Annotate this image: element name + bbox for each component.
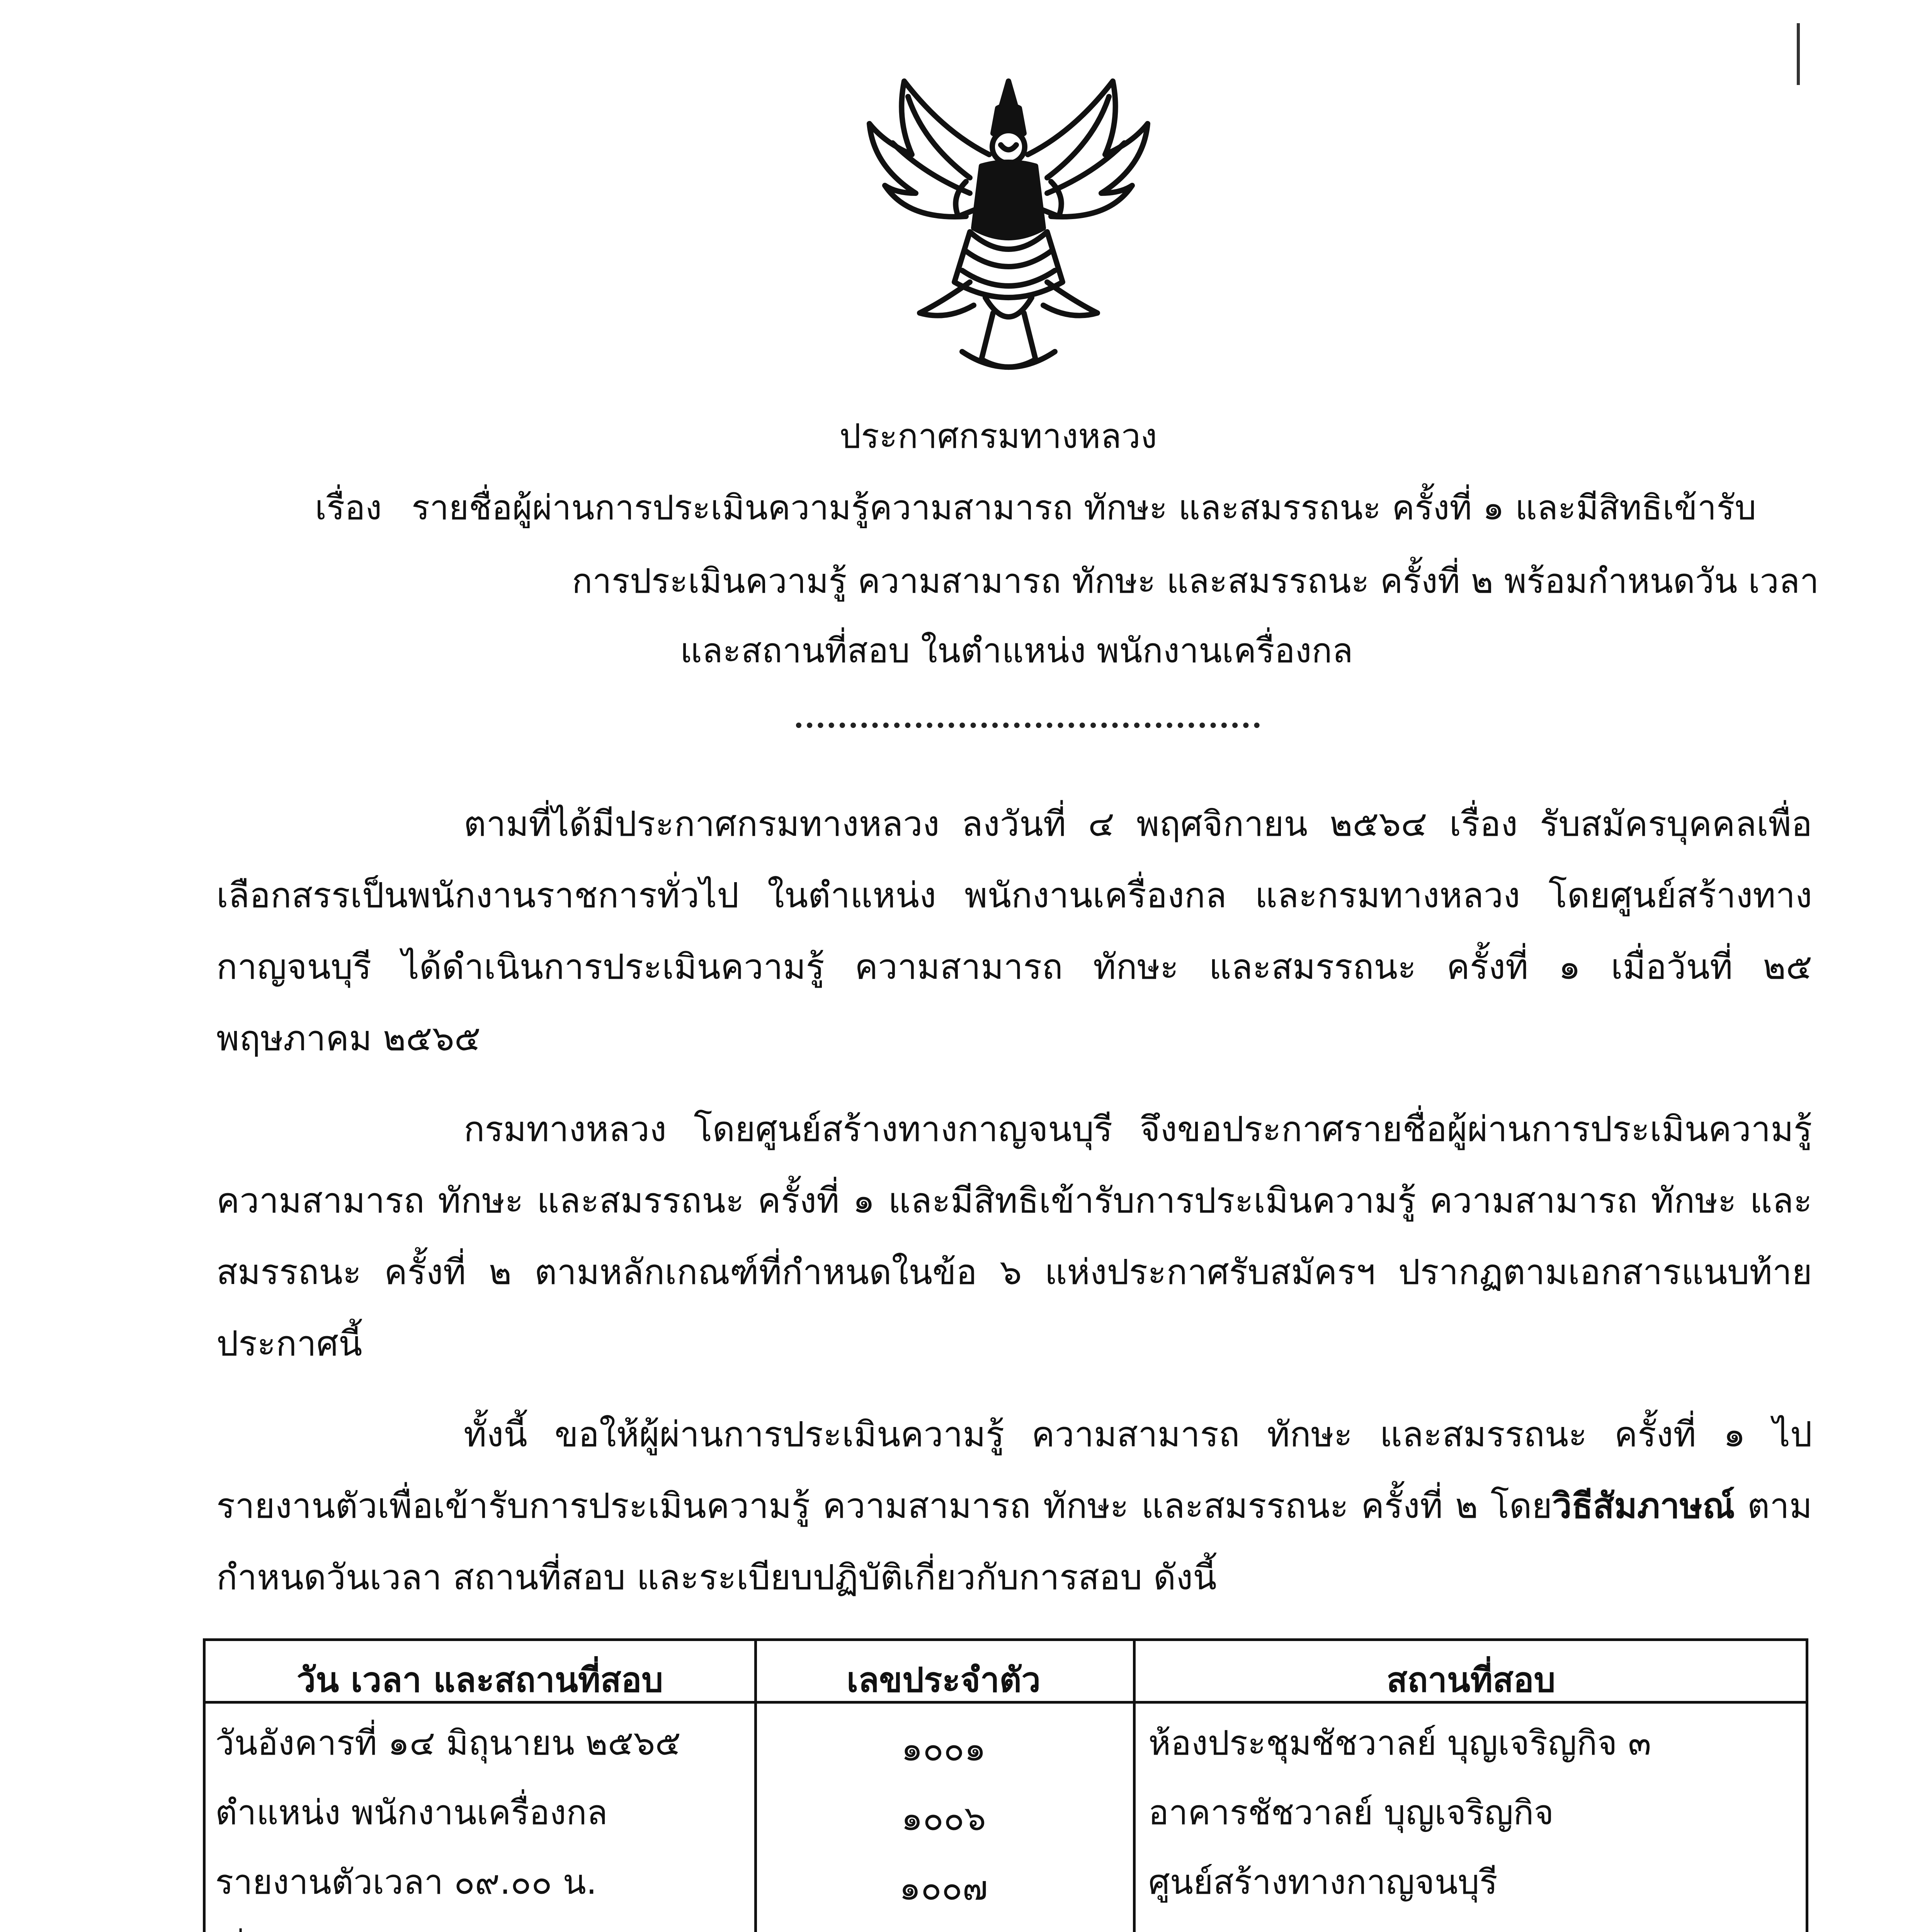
table-cell-datetime: รายงานตัวเวลา ๐๙.๐๐ น. [215, 1862, 597, 1902]
header-divider [796, 723, 1260, 728]
document-title: ประกาศกรมทางหลวง [839, 416, 1157, 456]
paragraph-2-text: กรมทางหลวง โดยศูนย์สร้างทางกาญจนบุรี จึงขอประกาศรายชื่อผู้ผ่านการประเมินความรู้ความสามารถ ทักษะ และสมรรถนะ ครั้งที่ ๑ และมีสิทธิเข้ารับการประเมินความรู้ ความสามารถ ทักษะ และสมรรถนะ ครั้งที่ ๒ ตามหลักเกณฑ์ที่กำหนดในข้อ ๖ แห่งประกาศรับสมัครฯ ปรากฏตามเอกสารแนบท้ายประกาศนี้ [216, 1109, 1812, 1364]
table-header-datetime: วัน เวลา และสถานที่สอบ [296, 1660, 663, 1700]
table-cell-venue: ห้องประชุมชัชวาลย์ บุญเจริญกิจ ๓ [1148, 1723, 1651, 1763]
subject-line-2: การประเมินความรู้ ความสามารถ ทักษะ และสมรรถนะ ครั้งที่ ๒ พร้อมกำหนดวัน เวลา [572, 561, 1819, 601]
paragraph-3-text-bold: วิธีสัมภาษณ์ [1552, 1486, 1735, 1526]
table-cell-id: ๑๐๐๑ [901, 1729, 986, 1769]
subject-label: เรื่อง [315, 488, 382, 527]
table-header-venue: สถานที่สอบ [1386, 1660, 1556, 1700]
table-cell-venue: อาคารชัชวาลย์ บุญเจริญกิจ [1148, 1793, 1554, 1832]
table-cell-id: ๑๐๐๗ [899, 1868, 988, 1908]
garuda-emblem-icon [854, 66, 1163, 386]
paragraph-3-text-post: ตามกำหนดวันเวลา สถานที่สอบ และระเบียบปฏิบัติเกี่ยวกับการสอบ ดังนี้ [216, 1486, 1812, 1598]
paragraph-2 [216, 1094, 1812, 1379]
scan-speck [1797, 23, 1800, 85]
table-cell-datetime: ตำแหน่ง พนักงานเครื่องกล [215, 1793, 608, 1832]
table-header-id: เลขประจำตัว [846, 1660, 1041, 1700]
paragraph-3 [216, 1399, 1812, 1613]
table-cell-venue: ศูนย์สร้างทางกาญจนบุรี [1148, 1862, 1498, 1902]
paragraph-1 [216, 788, 1812, 1074]
subject-line-1: รายชื่อผู้ผ่านการประเมินความรู้ความสามารถ ทักษะ และสมรรถนะ ครั้งที่ ๑ และมีสิทธิเข้ารับ [412, 488, 1757, 527]
table-cell-datetime: วันอังคารที่ ๑๔ มิถุนายน ๒๕๖๕ [215, 1723, 681, 1763]
exam-schedule-table [203, 1638, 1808, 1932]
paragraph-1-text: ตามที่ได้มีประกาศกรมทางหลวง ลงวันที่ ๔ พฤศจิกายน ๒๕๖๔ เรื่อง รับสมัครบุคคลเพื่อเลือกสรรเป็นพนักงานราชการทั่วไป ในตำแหน่ง พนักงานเครื่องกล และกรมทางหลวง โดยศูนย์สร้างทางกาญจนบุรี ได้ดำเนินการประเมินความรู้ ความสามารถ ทักษะ และสมรรถนะ ครั้งที่ ๑ เมื่อวันที่ ๒๕ พฤษภาคม ๒๕๖๕ [216, 804, 1812, 1059]
table-cell-id: ๑๐๐๖ [901, 1798, 986, 1838]
subject-line-3: และสถานที่สอบ ในตำแหน่ง พนักงานเครื่องกล [680, 631, 1353, 670]
paragraph-3-text-pre: ทั้งนี้ ขอให้ผู้ผ่านการประเมินความรู้ ความสามารถ ทักษะ และสมรรถนะ ครั้งที่ ๑ ไปรายงานตัวเพื่อเข้ารับการประเมินความรู้ ความสามารถ ทักษะ และสมรรถนะ ครั้งที่ ๒ โดย [216, 1414, 1812, 1526]
